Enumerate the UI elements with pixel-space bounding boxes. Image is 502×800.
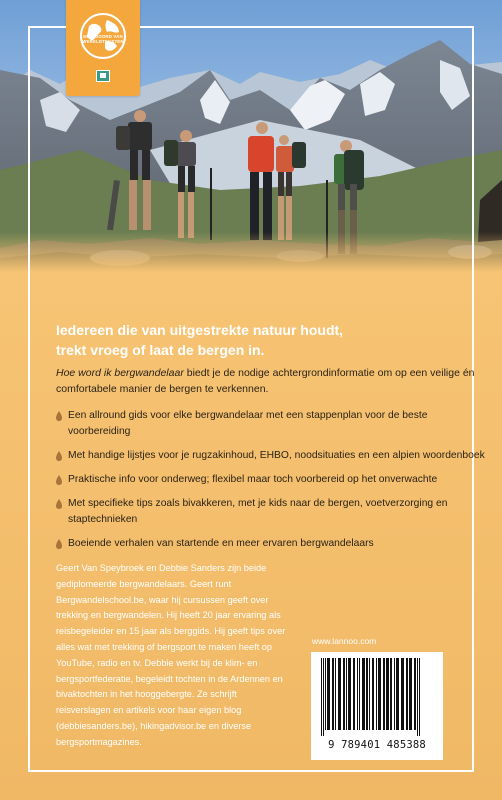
- barcode-bar: [390, 658, 392, 730]
- list-item-text: Een allround gids voor elke bergwandelaar met een stappenplan voor de beste voorbereiding: [68, 410, 428, 437]
- list-item: [56, 408, 486, 440]
- frame-line-right: [472, 26, 474, 772]
- bullet-icon: [56, 451, 62, 461]
- bullet-icon: [56, 475, 62, 485]
- barcode-bar: [353, 658, 355, 730]
- frame-line-bottom: [28, 770, 474, 772]
- tagline-line-2: trekt vroeg of laat de bergen in.: [56, 342, 265, 358]
- barcode-box: [311, 652, 443, 760]
- list-item-text: Praktische info voor onderweg; flexibel maar toch voorbereid op het onverwachte: [68, 474, 438, 485]
- barcode-bar: [343, 658, 345, 730]
- intro-text: biedt je de nodige achtergrondinformatie om op een veilige én comfortabele manier de bergen te verkennen.: [56, 367, 475, 395]
- barcode-bar: [346, 658, 347, 730]
- barcode-bar: [394, 658, 395, 730]
- barcode-bar: [335, 658, 336, 730]
- frame-line-left: [28, 26, 30, 772]
- barcode-bar: [376, 658, 377, 730]
- list-item-text: Boeiende verhalen van startende en meer ervaren bergwandelaars: [68, 538, 374, 549]
- barcode-bar: [338, 658, 341, 730]
- barcode-bar: [327, 658, 330, 730]
- barcode-bar: [414, 658, 416, 730]
- bullet-icon: [56, 499, 62, 509]
- barcode-icon: [319, 658, 435, 736]
- book-title-italic: Hoe word ik bergwandelaar: [56, 367, 184, 379]
- barcode-bar: [417, 658, 418, 736]
- barcode-bar: [372, 658, 374, 730]
- barcode-bar: [369, 658, 370, 730]
- list-item: [56, 472, 486, 488]
- list-item: [56, 496, 486, 528]
- barcode-bar: [332, 658, 334, 730]
- barcode-bar: [348, 658, 351, 730]
- barcode-bar: [386, 658, 389, 730]
- badge-brand-text: EEN WOORD VAN WERELDTEKSTEN: [82, 34, 124, 44]
- publisher-badge: [66, 0, 140, 96]
- barcode-bar: [366, 658, 368, 730]
- barcode-bar: [323, 658, 324, 736]
- bullet-icon: [56, 411, 62, 421]
- isbn-number: 9 789401 485388: [328, 739, 426, 751]
- tagline: [56, 320, 456, 360]
- barcode-bar: [359, 658, 360, 730]
- bullet-icon: [56, 539, 62, 549]
- barcode-bar: [406, 658, 408, 730]
- list-item: [56, 448, 486, 464]
- author-bio: Geert Van Speybroek en Debbie Sanders zijn beide gediplomeerde bergwandelaars. Geert runt Bergwandelschool.be, waar hij cursussen geeft over trekking en bergwandelen. Hij heeft 20 jaar ervaring als reisbegeleider en 15 jaar als berggids. Hij geeft tips over alles wat met trekking of bergsport te maken heeft op YouTube, radio en tv. Debbie werkt bij de klim- en bergsportfederatie, begeleidt tochten in de Ardennen en bivaktochten in het hooggebergte. Ze schrijft reisverslagen en artikels voor haar eigen blog (debbiesanders.be), hikingadvisor.be en diverse bergsportmagazines.: [56, 563, 286, 747]
- intro-paragraph: [56, 365, 476, 397]
- list-item: [56, 536, 486, 552]
- barcode-bar: [378, 658, 381, 730]
- publisher-url: www.lannoo.com: [312, 636, 377, 646]
- barcode-bar: [383, 658, 385, 730]
- barcode-bar: [409, 658, 412, 730]
- list-item-text: Met specifieke tips zoals bivakkeren, met je kids naar de bergen, voetverzorging en staptechnieken: [68, 498, 448, 525]
- feature-list: [56, 408, 486, 560]
- list-item-text: Met handige lijstjes voor je rugzakinhoud, EHBO, noodsituaties en een alpien woordenboek: [68, 450, 485, 461]
- barcode-bar: [325, 658, 326, 730]
- book-icon: [96, 70, 110, 82]
- barcode-bar: [396, 658, 399, 730]
- barcode-bar: [401, 658, 404, 730]
- barcode-bar: [362, 658, 365, 730]
- barcode-bar: [419, 658, 420, 736]
- barcode-bar: [357, 658, 358, 730]
- barcode-bar: [321, 658, 322, 736]
- tagline-line-1: Iedereen die van uitgestrekte natuur houdt,: [56, 322, 344, 338]
